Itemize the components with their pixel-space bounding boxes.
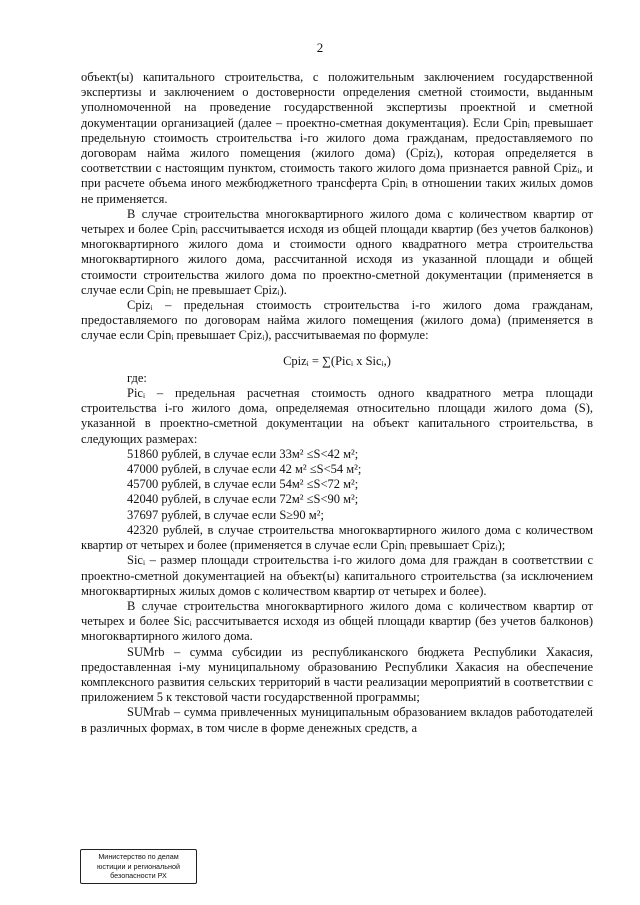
paragraph-sumrb-definition: SUMrb – сумма субсидии из республиканского бюджета Республики Хакасия, предоставленная i-му муниципальному образованию Республики Хакасия на обеспечение комплексного развития сельских территорий в части реализации мероприятий в соответствии с приложением 5 к текстовой части государственной программы; <box>81 644 593 705</box>
stamp-line-3: безопасности РХ <box>110 871 167 881</box>
stamp-line-1: Министерство по делам <box>98 852 179 861</box>
paragraph-multiapartment-rate: 42320 рублей, в случае строительства многоквартирного жилого дома с количеством квартир от четырех и более (применяется в случае если Cpinᵢ превышает Cpizᵢ); <box>81 522 593 553</box>
paragraph-sumrab-definition: SUMrab – сумма привлеченных муниципальным образованием вкладов работодателей в различных формах, в том числе в форме денежных средств, а <box>81 705 593 735</box>
where-label: где: <box>127 370 147 385</box>
paragraph-continuation: объект(ы) капитального строительства, с положительным заключением государственной экспертизы и заключением о достоверности определения сметной стоимости, выданным уполномоченной на проведение государственной экспертизы проектной и сметной документации организацией (далее – проектно-сметная документация). Если Cpinᵢ превышает предельную стоимость строительства i-го жилого дома гражданам, предоставляемого по договорам найма жилого помещения (жилого дома) (Cpizᵢ), которая определяется в соответствии с настоящим пунктом, стоимость такого жилого дома признается равной Cpizᵢ, и при расчете объема иного межбюджетного трансферта Cpinᵢ в отношении таких жилых домов не применяется. <box>81 70 593 206</box>
formula: Cpizᵢ = ∑(Picᵢ x Sicᵢ,) <box>283 353 391 368</box>
rate-item-3: 45700 рублей, в случае если 54м² ≤S<72 м²; <box>127 477 359 492</box>
paragraph-cpiz-definition: Cpizᵢ – предельная стоимость строительства i-го жилого дома гражданам, предоставляемого по договорам найма жилого помещения (жилого дома) (применяется в случае если Cpinᵢ превышает Cpizᵢ), рассчитываемая по формуле: <box>81 298 593 343</box>
rate-item-5: 37697 рублей, в случае если S≥90 м²; <box>127 507 324 522</box>
paragraph-pic-definition: Picᵢ – предельная расчетная стоимость одного квадратного метра площади строительства i-го жилого дома, определяемая относительно площади жилого дома (S), указанной в проектно-сметной документации на объект капитального строительства, в следующих размерах: <box>81 386 593 446</box>
paragraph-multiapartment-cost: В случае строительства многоквартирного жилого дома с количеством квартир от четырех и более Cpinᵢ рассчитывается исходя из общей площади квартир (без учетов балконов) многоквартирного жилого дома и стоимости одного квадратного метра строительства многоквартирного жилого дома, рассчитанной исходя из указанной площади и общей стоимости строительства жилого дома по проектно-сметной документации (применяется в случае если Cpinᵢ не превышает Cpizᵢ). <box>81 206 593 297</box>
paragraph-sic-multiapartment: В случае строительства многоквартирного жилого дома с количеством квартир от четырех и более Sicᵢ рассчитывается исходя из общей площади квартир (без учетов балконов) многоквартирного жилого дома. <box>81 598 593 644</box>
rate-item-2: 47000 рублей, в случае если 42 м² ≤S<54 м²; <box>127 462 362 477</box>
rate-item-1: 51860 рублей, в случае если 33м² ≤S<42 м²; <box>127 446 359 461</box>
ministry-stamp <box>80 849 197 884</box>
document-body <box>81 70 593 736</box>
paragraph-sic-definition: Sicᵢ – размер площади строительства i-го жилого дома для граждан в соответствии с проектно-сметной документацией на объект(ы) капитального строительства (за исключением многоквартирных жилых домов с количеством квартир от четырех и более). <box>81 553 593 598</box>
rate-item-4: 42040 рублей, в случае если 72м² ≤S<90 м²; <box>127 492 359 507</box>
page-number: 2 <box>316 40 324 55</box>
stamp-line-2: юстиции и региональной <box>97 861 180 871</box>
